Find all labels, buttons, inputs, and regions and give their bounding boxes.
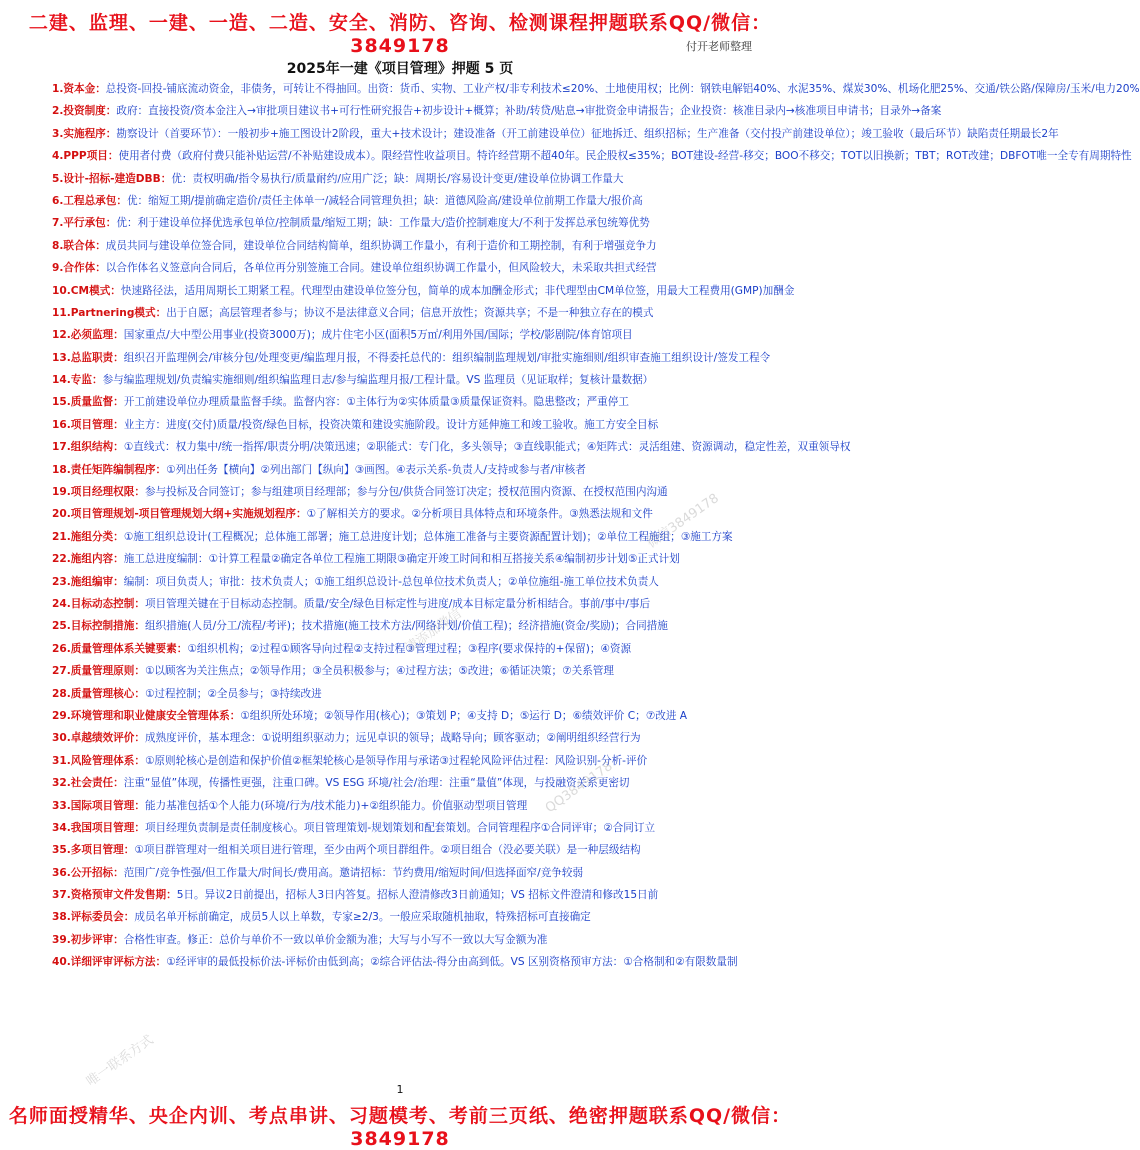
- item-number: 12.: [52, 329, 71, 342]
- item-number: 34.: [52, 821, 71, 834]
- item-heading: 项目管理规划-项目管理规划大纲+实施规划程序: [70, 508, 296, 521]
- item-number: 30.: [52, 732, 71, 745]
- item-heading: PPP项目: [63, 150, 108, 163]
- item-number: 35.: [52, 844, 71, 857]
- outline-item: 29.环境管理和职业健康安全管理体系：①组织所处环境；②领导作用(核心)；③策划 P；④支持 D；⑤运行 D；⑥绩效评价 C；⑦改进 A: [52, 709, 688, 722]
- outline-item: 14.专监：参与编监理规划/负责编实施细则/组织编监理日志/参与编监理月报/工程计量。VS 监理员（见证取样；复核计量数据）: [52, 374, 654, 387]
- item-heading: 设计-招标-建造DBB: [63, 172, 161, 185]
- item-heading: 投资制度: [63, 105, 106, 118]
- item-heading: 质量管理体系关键要素: [70, 642, 177, 655]
- outline-item: 28.质量管理核心：①过程控制；②全员参与；③持续改进: [52, 687, 322, 700]
- item-heading: 联合体: [63, 239, 96, 252]
- item-heading: 组织结构: [70, 441, 114, 454]
- item-body: ①组织所处环境；②领导作用(核心)；③策划 P；④支持 D；⑤运行 D；⑥绩效评价 C；⑦改进 A: [240, 709, 688, 722]
- item-body: 参与投标及合同签订；参与组建项目经理部；参与分包/供货合同签订决定；授权范围内资源、在授权范围内沟通: [144, 486, 668, 499]
- outline-item: 20.项目管理规划-项目管理规划大纲+实施规划程序：①了解相关方的要求。②分析项目具体特点和环境条件。③熟悉法规和文件: [52, 508, 653, 521]
- item-body: 出于自愿；高层管理者参与；协议不是法律意义合同；信息开放性；资源共享；不是一种独立存在的模式: [166, 306, 654, 319]
- outline-item: 40.详细评审评标方法：①经评审的最低投标价法-评标价由低到高；②综合评估法-得分由高到低。VS 区别资格预审方法：①合格制和②有限数量制: [52, 956, 738, 969]
- item-number: 26.: [52, 642, 71, 655]
- item-heading: 项目管理: [70, 418, 114, 431]
- item-body: 项目经理负责制是责任制度核心。项目管理策划-规划策划和配套策划。合同管理程序①合同评审；②合同订立: [144, 821, 656, 834]
- page-number: 1: [396, 1083, 404, 1096]
- item-number: 14.: [52, 374, 71, 387]
- watermark-text: 唯一联系方式: [83, 1032, 157, 1090]
- item-body: ①原则轮核心是创造和保护价值②框架轮核心是领导作用与承诺③过程轮风险评估过程：风险识别-分析-评价: [144, 754, 648, 767]
- outline-item: 11.Partnering模式：出于自愿；高层管理者参与；协议不是法律意义合同；信息开放性；资源共享；不是一种独立存在的模式: [52, 306, 654, 319]
- item-heading: 质量监督: [70, 396, 114, 409]
- item-body: 范围广/竞争性强/但工作量大/时间长/费用高。邀请招标：节约费用/缩短时间/但选择面窄/竞争较弱: [123, 866, 584, 879]
- outline-item: 15.质量监督：开工前建设单位办理质量监督手续。监督内容：①主体行为②实体质量③质量保证资料。隐患整改；严重停工: [52, 396, 629, 409]
- item-body: 以合作体名义签意向合同后，各单位再分别签施工合同。建设单位组织协调工作量小，但风险较大，未采取共担式经营: [105, 262, 657, 275]
- item-heading: 施组编审: [70, 575, 114, 588]
- item-number: 4.: [52, 150, 64, 163]
- outline-item: 12.必须监理：国家重点/大中型公用事业(投资3000万)；成片住宅小区(面积5万㎡/利用外国/国际；学校/影剧院/体育馆项目: [52, 329, 633, 342]
- outline-item: 1.资本金：总投资-回投-铺底流动资金，非债务，可转让不得抽回。出资：货币、实物、工业产权/非专利技术≤20%、土地使用权；比例：钢铁电解铝40%、水泥35%、煤炭30%、机场化肥25%、交通/铁公路/保障房/玉米/电力20%: [52, 83, 1140, 95]
- item-body: ①项目群管理对一组相关项目进行管理，至少由两个项目群组件。②项目组合（没必要关联）是一种层级结构: [134, 844, 641, 857]
- item-number: 39.: [52, 933, 71, 946]
- item-body: 优：利于建设单位择优选承包单位/控制质量/缩短工期；缺：工作量大/造价控制难度大/不利于发挥总承包统筹优势: [116, 217, 650, 230]
- item-number: 31.: [52, 754, 71, 767]
- item-number: 3.: [52, 127, 64, 140]
- item-heading: 资格预审文件发售期: [70, 889, 167, 902]
- item-heading: 我国项目管理: [70, 821, 135, 834]
- item-heading: 质量管理原则: [70, 665, 135, 678]
- outline-item: 10.CM模式：快速路径法，适用周期长工期紧工程。代理型由建设单位签分包，简单的成本加酬金形式；非代理型由CM单位签，用最大工程费用(GMP)加酬金: [52, 284, 795, 297]
- item-heading: Partnering模式: [70, 306, 156, 319]
- outline-item: 39.初步评审：合格性审查。修正：总价与单价不一致以单价金额为准；大写与小写不一致以大写金额为准: [52, 933, 548, 946]
- item-number: 8.: [52, 239, 64, 252]
- item-heading: 国际项目管理: [70, 799, 135, 812]
- item-heading: 风险管理体系: [70, 754, 135, 767]
- outline-item: 37.资格预审文件发售期：5日。异议2日前提出，招标人3日内答复。招标人澄清修改3日前通知；VS 招标文件澄清和修改15日前: [52, 889, 659, 902]
- item-number: 27.: [52, 665, 71, 678]
- item-number: 23.: [52, 575, 71, 588]
- item-number: 17.: [52, 441, 71, 454]
- outline-item: 5.设计-招标-建造DBB：优：责权明确/指令易执行/质量耐约/应用广泛；缺：周期长/容易设计变更/建设单位协调工作量大: [52, 172, 624, 185]
- item-heading: 施组内容: [70, 553, 114, 566]
- item-heading: 环境管理和职业健康安全管理体系: [70, 709, 230, 722]
- item-heading: 项目经理权限: [70, 486, 135, 499]
- item-heading: 责任矩阵编制程序: [70, 463, 156, 476]
- item-heading: 目标动态控制: [70, 597, 135, 610]
- item-body: 国家重点/大中型公用事业(投资3000万)；成片住宅小区(面积5万㎡/利用外国/国际；学校/影剧院/体育馆项目: [123, 329, 633, 342]
- outline-item: 2.投资制度：政府：直接投资/资本金注入→审批项目建议书+可行性研究报告+初步设计+概算；补助/转贷/贴息→审批资金申请报告；企业投资：核准目录内→核准项目申请书；目录外→备案: [52, 105, 942, 118]
- item-heading: 卓越绩效评价: [70, 732, 135, 745]
- item-body: 5日。异议2日前提出，招标人3日内答复。招标人澄清修改3日前通知；VS 招标文件澄清和修改15日前: [176, 889, 659, 902]
- item-number: 10.: [52, 284, 71, 297]
- author-note: 付开老师整理: [686, 40, 752, 53]
- outline-item: 8.联合体：成员共同与建设单位签合同，建设单位合同结构简单，组织协调工作量小，有利于造价和工期控制，有利于增强竞争力: [52, 239, 657, 252]
- item-body: 总投资-回投-铺底流动资金，非债务，可转让不得抽回。出资：货币、实物、工业产权/非专利技术≤20%、土地使用权；比例：钢铁电解铝40%、水泥35%、煤炭30%、机场化肥25%、交通/铁公路/保障房/玉米/电力20%: [105, 83, 1140, 95]
- item-body: 组织措施(人员/分工/流程/考评)；技术措施(施工技术方法/网络计划/价值工程)；经济措施(资金/奖励)；合同措施: [144, 620, 668, 633]
- item-body: 成员名单开标前确定，成员5人以上单数，专家≥2/3。一般应采取随机抽取，特殊招标可直接确定: [134, 911, 591, 924]
- item-number: 40.: [52, 956, 71, 969]
- outline-item: 9.合作体：以合作体名义签意向合同后，各单位再分别签施工合同。建设单位组织协调工作量小，但风险较大，未采取共担式经营: [52, 262, 657, 275]
- item-number: 1.: [52, 83, 64, 95]
- outline-item: 23.施组编审：编制：项目负责人；审批：技术负责人；①施工组织总设计-总包单位技术负责人；②单位施组-施工单位技术负责人: [52, 575, 659, 588]
- item-body: ①过程控制；②全员参与；③持续改进: [144, 687, 322, 700]
- item-body: ①了解相关方的要求。②分析项目具体特点和环境条件。③熟悉法规和文件: [306, 508, 653, 521]
- item-heading: 总监职责: [70, 351, 114, 364]
- outline-item: 27.质量管理原则：①以顾客为关注焦点；②领导作用；③全员积极参与；④过程方法；⑤改进；⑥循证决策；⑦关系管理: [52, 665, 614, 678]
- item-body: 优：缩短工期/提前确定造价/责任主体单一/减轻合同管理负担；缺：道德风险高/建设单位前期工作量大/报价高: [126, 194, 643, 207]
- document-title: 2025年一建《项目管理》押题 5 页: [286, 61, 514, 77]
- watermark-text: 请添加微信: [402, 606, 465, 656]
- item-body: ①直线式：权力集中/统一指挥/职责分明/决策迅速；②职能式：专门化，多头领导；③直线职能式；④矩阵式：灵活组建、资源调动，稳定性差，双重领导权: [123, 441, 851, 454]
- item-heading: 公开招标: [70, 866, 114, 879]
- outline-item: 3.实施程序：勘察设计（首要环节）：一般初步+施工图设计2阶段，重大+技术设计；建设准备（开工前建设单位）征地拆迁、组织招标；生产准备（交付投产前建设单位）；竣工验收（最后环节）缺陷责任期最长2年: [52, 127, 1059, 140]
- item-number: 21.: [52, 530, 71, 543]
- item-number: 7.: [52, 217, 64, 230]
- item-heading: 目标控制措施: [70, 620, 135, 633]
- item-number: 9.: [52, 262, 64, 275]
- item-body: 优：责权明确/指令易执行/质量耐约/应用广泛；缺：周期长/容易设计变更/建设单位协调工作量大: [171, 172, 624, 185]
- item-number: 16.: [52, 418, 71, 431]
- outline-item: 24.目标动态控制：项目管理关键在于目标动态控制。质量/安全/绿色目标定性与进度/成本目标定量分析相结合。事前/事中/事后: [52, 597, 651, 610]
- outline-item: 25.目标控制措施：组织措施(人员/分工/流程/考评)；技术措施(施工技术方法/网络计划/价值工程)；经济措施(资金/奖励)；合同措施: [52, 620, 668, 633]
- watermark-text: 微信3849178: [644, 490, 722, 552]
- item-body: 使用者付费（政府付费只能补贴运营/不补贴建设成本）。限经营性收益项目。特许经营期不超40年。民企股权≤35%；BOT建设-经营-移交；BOO不移交；TOT以旧换新；TBT；ROT改建；DBFOT唯一全专有周期特性: [118, 150, 1132, 163]
- item-heading: 专监: [70, 374, 92, 387]
- item-heading: 多项目管理: [70, 844, 124, 857]
- outline-item: 38.评标委员会：成员名单开标前确定，成员5人以上单数，专家≥2/3。一般应采取随机抽取，特殊招标可直接确定: [52, 911, 591, 924]
- bottom-promo-banner: 名师面授精华、央企内训、考点串讲、习题模考、考前三页纸、绝密押题联系QQ/微信：3849178: [8, 1105, 792, 1150]
- top-promo-banner: 二建、监理、一建、一造、二造、安全、消防、咨询、检测课程押题联系QQ/微信：3849178: [28, 12, 772, 57]
- content-body: [52, 78, 1140, 1080]
- item-number: 5.: [52, 172, 64, 185]
- outline-item: 33.国际项目管理：能力基准包括①个人能力(环境/行为/技术能力)+②组织能力。价值驱动型项目管理: [52, 799, 528, 812]
- item-body: 合格性审查。修正：总价与单价不一致以单价金额为准；大写与小写不一致以大写金额为准: [123, 933, 548, 946]
- item-number: 38.: [52, 911, 71, 924]
- item-number: 6.: [52, 194, 64, 207]
- item-body: ①以顾客为关注焦点；②领导作用；③全员积极参与；④过程方法；⑤改进；⑥循证决策；⑦关系管理: [144, 665, 614, 678]
- outline-item: 30.卓越绩效评价：成熟度评价，基本理念：①说明组织驱动力；远见卓识的领导；战略导向；顾客驱动；②阐明组织经营行为: [52, 732, 641, 745]
- outline-item: 16.项目管理：业主方：进度(交付)质量/投资/绿色目标，投资决策和建设实施阶段。设计方延伸施工和竣工验收。施工方安全目标: [52, 418, 659, 431]
- watermark-text: QQ3849178: [542, 758, 616, 817]
- item-body: 开工前建设单位办理质量监督手续。监督内容：①主体行为②实体质量③质量保证资料。隐患整改；严重停工: [123, 396, 629, 409]
- outline-item: 7.平行承包：优：利于建设单位择优选承包单位/控制质量/缩短工期；缺：工作量大/造价控制难度大/不利于发挥总承包统筹优势: [52, 217, 650, 230]
- outline-item: 34.我国项目管理：项目经理负责制是责任制度核心。项目管理策划-规划策划和配套策划。合同管理程序①合同评审；②合同订立: [52, 821, 656, 834]
- item-number: 29.: [52, 709, 71, 722]
- item-body: 勘察设计（首要环节）：一般初步+施工图设计2阶段，重大+技术设计；建设准备（开工前建设单位）征地拆迁、组织招标；生产准备（交付投产前建设单位）；竣工验收（最后环节）缺陷责任期最长2年: [116, 127, 1059, 140]
- outline-item: 19.项目经理权限：参与投标及合同签订；参与组建项目经理部；参与分包/供货合同签订决定；授权范围内资源、在授权范围内沟通: [52, 486, 668, 499]
- item-heading: 初步评审: [70, 933, 114, 946]
- item-number: 13.: [52, 351, 71, 364]
- item-heading: 质量管理核心: [70, 687, 135, 700]
- item-number: 32.: [52, 777, 71, 790]
- item-number: 11.: [52, 306, 71, 319]
- item-body: 成熟度评价，基本理念：①说明组织驱动力；远见卓识的领导；战略导向；顾客驱动；②阐明组织经营行为: [144, 732, 641, 745]
- outline-item: 26.质量管理体系关键要素：①组织机构；②过程①顾客导向过程②支持过程③管理过程；③程序(要求保持的+保留)；④资源: [52, 642, 632, 655]
- item-number: 25.: [52, 620, 71, 633]
- item-heading: 合作体: [63, 262, 96, 275]
- item-number: 28.: [52, 687, 71, 700]
- item-number: 33.: [52, 799, 71, 812]
- item-body: 政府：直接投资/资本金注入→审批项目建议书+可行性研究报告+初步设计+概算；补助/转贷/贴息→审批资金申请报告；企业投资：核准目录内→核准项目申请书；目录外→备案: [116, 105, 942, 118]
- item-heading: 资本金: [63, 83, 96, 95]
- item-body: ①组织机构；②过程①顾客导向过程②支持过程③管理过程；③程序(要求保持的+保留)；④资源: [187, 642, 632, 655]
- item-heading: 必须监理: [70, 329, 114, 342]
- item-number: 36.: [52, 866, 71, 879]
- item-body: ①施工组织总设计(工程概况；总体施工部署；施工总进度计划；总体施工准备与主要资源配置计划)；②单位工程施组；③施工方案: [123, 530, 733, 543]
- item-heading: CM模式: [70, 284, 111, 297]
- item-body: 编制：项目负责人；审批：技术负责人；①施工组织总设计-总包单位技术负责人；②单位施组-施工单位技术负责人: [123, 575, 659, 588]
- item-number: 24.: [52, 597, 71, 610]
- outline-item: 6.工程总承包：优：缩短工期/提前确定造价/责任主体单一/减轻合同管理负担；缺：道德风险高/建设单位前期工作量大/报价高: [52, 194, 643, 207]
- item-number: 19.: [52, 486, 71, 499]
- item-number: 22.: [52, 553, 71, 566]
- outline-item: 18.责任矩阵编制程序：①列出任务【横向】②列出部门【纵向】③画图。④表示关系-负责人/支持或参与者/审核者: [52, 463, 586, 476]
- item-body: 参与编监理规划/负责编实施细则/组织编监理日志/参与编监理月报/工程计量。VS 监理员（见证取样；复核计量数据）: [102, 374, 654, 387]
- item-number: 20.: [52, 508, 71, 521]
- outline-item: 31.风险管理体系：①原则轮核心是创造和保护价值②框架轮核心是领导作用与承诺③过程轮风险评估过程：风险识别-分析-评价: [52, 754, 648, 767]
- item-body: 组织召开监理例会/审核分包/处理变更/编监理月报，不得委托总代的：组织编制监理规划/审批实施细则/组织审查施工组织设计/签发工程令: [123, 351, 771, 364]
- item-body: ①经评审的最低投标价法-评标价由低到高；②综合评估法-得分由高到低。VS 区别资格预审方法：①合格制和②有限数量制: [166, 956, 738, 969]
- item-heading: 评标委员会: [70, 911, 124, 924]
- item-body: 业主方：进度(交付)质量/投资/绿色目标，投资决策和建设实施阶段。设计方延伸施工和竣工验收。施工方安全目标: [123, 418, 659, 431]
- item-number: 37.: [52, 889, 71, 902]
- item-body: ①列出任务【横向】②列出部门【纵向】③画图。④表示关系-负责人/支持或参与者/审核者: [166, 463, 586, 476]
- item-heading: 详细评审评标方法: [70, 956, 156, 969]
- outline-item: 22.施组内容：施工总进度编制：①计算工程量②确定各单位工程施工期限③确定开竣工时间和相互搭接关系④编制初步计划⑤正式计划: [52, 553, 680, 566]
- outline-item: 32.社会责任：注重“显值”体现，传播性更强，注重口碑。VS ESG 环境/社会/治理：注重“量值”体现，与投融资关系更密切: [52, 777, 630, 790]
- item-heading: 工程总承包: [63, 194, 117, 207]
- outline-item: 21.施组分类：①施工组织总设计(工程概况；总体施工部署；施工总进度计划；总体施工准备与主要资源配置计划)；②单位工程施组；③施工方案: [52, 530, 733, 543]
- item-number: 15.: [52, 396, 71, 409]
- item-body: 注重“显值”体现，传播性更强，注重口碑。VS ESG 环境/社会/治理：注重“量值”体现，与投融资关系更密切: [123, 777, 630, 790]
- item-heading: 实施程序: [63, 127, 106, 140]
- item-number: 18.: [52, 463, 71, 476]
- outline-item: 4.PPP项目：使用者付费（政府付费只能补贴运营/不补贴建设成本）。限经营性收益项目。特许经营期不超40年。民企股权≤35%；BOT建设-经营-移交；BOO不移交；TOT以旧换新；TBT；ROT改建；DBFOT唯一全专有周期特性: [52, 150, 1132, 163]
- outline-item: 17.组织结构：①直线式：权力集中/统一指挥/职责分明/决策迅速；②职能式：专门化，多头领导；③直线职能式；④矩阵式：灵活组建、资源调动，稳定性差，双重领导权: [52, 441, 851, 454]
- item-number: 2.: [52, 105, 64, 118]
- outline-item: 36.公开招标：范围广/竞争性强/但工作量大/时间长/费用高。邀请招标：节约费用/缩短时间/但选择面窄/竞争较弱: [52, 866, 584, 879]
- outline-item: 35.多项目管理：①项目群管理对一组相关项目进行管理，至少由两个项目群组件。②项目组合（没必要关联）是一种层级结构: [52, 844, 641, 857]
- item-body: 能力基准包括①个人能力(环境/行为/技术能力)+②组织能力。价值驱动型项目管理: [144, 799, 528, 812]
- item-heading: 施组分类: [70, 530, 114, 543]
- item-heading: 社会责任: [70, 777, 114, 790]
- outline-item: 13.总监职责：组织召开监理例会/审核分包/处理变更/编监理月报，不得委托总代的：组织编制监理规划/审批实施细则/组织审查施工组织设计/签发工程令: [52, 351, 771, 364]
- item-heading: 平行承包: [63, 217, 106, 230]
- item-body: 项目管理关键在于目标动态控制。质量/安全/绿色目标定性与进度/成本目标定量分析相结合。事前/事中/事后: [144, 597, 651, 610]
- item-body: 施工总进度编制：①计算工程量②确定各单位工程施工期限③确定开竣工时间和相互搭接关系④编制初步计划⑤正式计划: [123, 553, 680, 566]
- item-body: 成员共同与建设单位签合同，建设单位合同结构简单，组织协调工作量小，有利于造价和工期控制，有利于增强竞争力: [105, 239, 657, 252]
- item-body: 快速路径法，适用周期长工期紧工程。代理型由建设单位签分包，简单的成本加酬金形式；非代理型由CM单位签，用最大工程费用(GMP)加酬金: [120, 284, 795, 297]
